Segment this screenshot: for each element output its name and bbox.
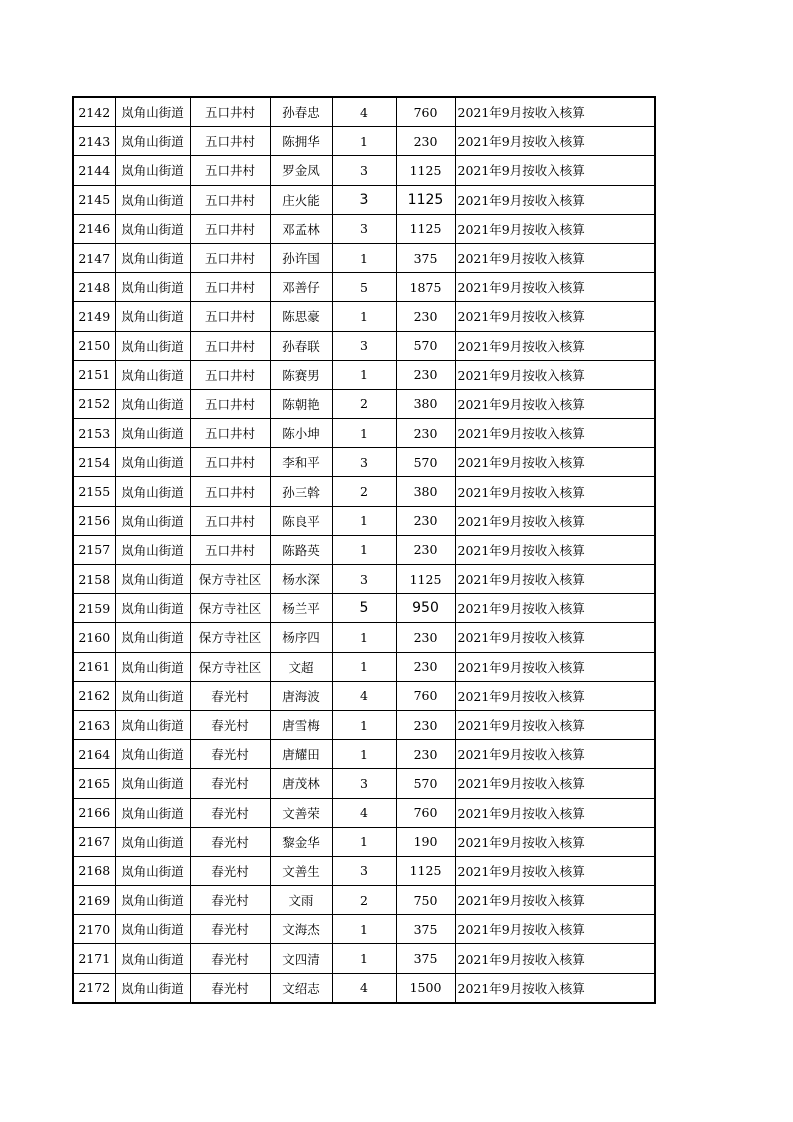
village-cell: 五口井村 [190, 331, 270, 360]
street-cell: 岚角山街道 [115, 506, 190, 535]
serial-number-cell: 2155 [73, 477, 115, 506]
street-cell: 岚角山街道 [115, 214, 190, 243]
table-row [73, 652, 655, 681]
person-name-cell: 孙春联 [270, 331, 332, 360]
village-cell: 春光村 [190, 856, 270, 885]
serial-number-cell: 2144 [73, 156, 115, 185]
household-count-cell: 2 [332, 886, 396, 915]
table-row [73, 389, 655, 418]
table-row [73, 448, 655, 477]
note-cell: 2021年9月按收入核算 [455, 681, 655, 710]
household-count-cell: 3 [332, 856, 396, 885]
table-body [73, 97, 655, 1003]
serial-number-cell: 2153 [73, 419, 115, 448]
village-cell: 保方寺社区 [190, 594, 270, 623]
street-cell: 岚角山街道 [115, 565, 190, 594]
note-cell: 2021年9月按收入核算 [455, 535, 655, 564]
person-name-cell: 陈良平 [270, 506, 332, 535]
street-cell: 岚角山街道 [115, 127, 190, 156]
amount-cell: 230 [396, 419, 455, 448]
table-row [73, 886, 655, 915]
table-row [73, 127, 655, 156]
serial-number-cell: 2164 [73, 740, 115, 769]
person-name-cell: 文绍志 [270, 973, 332, 1003]
note-cell: 2021年9月按收入核算 [455, 652, 655, 681]
street-cell: 岚角山街道 [115, 97, 190, 127]
person-name-cell: 陈赛男 [270, 360, 332, 389]
amount-cell: 570 [396, 769, 455, 798]
serial-number-cell: 2152 [73, 389, 115, 418]
person-name-cell: 文雨 [270, 886, 332, 915]
note-cell: 2021年9月按收入核算 [455, 273, 655, 302]
table-row [73, 331, 655, 360]
note-cell: 2021年9月按收入核算 [455, 214, 655, 243]
village-cell: 春光村 [190, 710, 270, 739]
household-count-cell: 3 [332, 214, 396, 243]
household-count-cell: 4 [332, 97, 396, 127]
table-row [73, 710, 655, 739]
person-name-cell: 文善荣 [270, 798, 332, 827]
note-cell: 2021年9月按收入核算 [455, 243, 655, 272]
person-name-cell: 陈路英 [270, 535, 332, 564]
street-cell: 岚角山街道 [115, 886, 190, 915]
household-count-cell: 1 [332, 652, 396, 681]
note-cell: 2021年9月按收入核算 [455, 856, 655, 885]
note-cell: 2021年9月按收入核算 [455, 477, 655, 506]
village-cell: 五口井村 [190, 127, 270, 156]
village-cell: 春光村 [190, 886, 270, 915]
serial-number-cell: 2157 [73, 535, 115, 564]
street-cell: 岚角山街道 [115, 594, 190, 623]
household-count-cell: 4 [332, 973, 396, 1003]
village-cell: 五口井村 [190, 97, 270, 127]
village-cell: 春光村 [190, 973, 270, 1003]
table-row [73, 477, 655, 506]
village-cell: 保方寺社区 [190, 652, 270, 681]
amount-cell: 1125 [396, 156, 455, 185]
note-cell: 2021年9月按收入核算 [455, 798, 655, 827]
amount-cell: 750 [396, 886, 455, 915]
person-name-cell: 文四清 [270, 944, 332, 973]
village-cell: 春光村 [190, 740, 270, 769]
village-cell: 五口井村 [190, 156, 270, 185]
person-name-cell: 文善生 [270, 856, 332, 885]
household-count-cell: 2 [332, 477, 396, 506]
serial-number-cell: 2160 [73, 623, 115, 652]
note-cell: 2021年9月按收入核算 [455, 97, 655, 127]
note-cell: 2021年9月按收入核算 [455, 185, 655, 214]
amount-cell: 1500 [396, 973, 455, 1003]
street-cell: 岚角山街道 [115, 360, 190, 389]
serial-number-cell: 2168 [73, 856, 115, 885]
village-cell: 春光村 [190, 827, 270, 856]
note-cell: 2021年9月按收入核算 [455, 886, 655, 915]
street-cell: 岚角山街道 [115, 243, 190, 272]
note-cell: 2021年9月按收入核算 [455, 710, 655, 739]
village-cell: 五口井村 [190, 243, 270, 272]
note-cell: 2021年9月按收入核算 [455, 565, 655, 594]
street-cell: 岚角山街道 [115, 273, 190, 302]
note-cell: 2021年9月按收入核算 [455, 302, 655, 331]
serial-number-cell: 2159 [73, 594, 115, 623]
street-cell: 岚角山街道 [115, 710, 190, 739]
household-count-cell: 2 [332, 389, 396, 418]
person-name-cell: 文超 [270, 652, 332, 681]
serial-number-cell: 2142 [73, 97, 115, 127]
village-cell: 五口井村 [190, 535, 270, 564]
table-row [73, 769, 655, 798]
serial-number-cell: 2167 [73, 827, 115, 856]
household-count-cell: 1 [332, 827, 396, 856]
street-cell: 岚角山街道 [115, 915, 190, 944]
household-count-cell: 5 [332, 594, 396, 623]
table-row [73, 944, 655, 973]
street-cell: 岚角山街道 [115, 681, 190, 710]
person-name-cell: 杨序四 [270, 623, 332, 652]
table-row [73, 535, 655, 564]
table-row [73, 185, 655, 214]
village-cell: 五口井村 [190, 389, 270, 418]
street-cell: 岚角山街道 [115, 156, 190, 185]
amount-cell: 230 [396, 302, 455, 331]
records-table [72, 96, 656, 1004]
household-count-cell: 3 [332, 185, 396, 214]
amount-cell: 230 [396, 710, 455, 739]
street-cell: 岚角山街道 [115, 389, 190, 418]
village-cell: 保方寺社区 [190, 565, 270, 594]
table-row [73, 214, 655, 243]
table-row [73, 156, 655, 185]
amount-cell: 1125 [396, 856, 455, 885]
person-name-cell: 庄火能 [270, 185, 332, 214]
household-count-cell: 3 [332, 565, 396, 594]
village-cell: 春光村 [190, 798, 270, 827]
serial-number-cell: 2162 [73, 681, 115, 710]
household-count-cell: 1 [332, 302, 396, 331]
table-row [73, 565, 655, 594]
household-count-cell: 1 [332, 506, 396, 535]
note-cell: 2021年9月按收入核算 [455, 973, 655, 1003]
amount-cell: 375 [396, 944, 455, 973]
note-cell: 2021年9月按收入核算 [455, 827, 655, 856]
household-count-cell: 1 [332, 740, 396, 769]
amount-cell: 570 [396, 331, 455, 360]
person-name-cell: 罗金凤 [270, 156, 332, 185]
table-row [73, 798, 655, 827]
amount-cell: 570 [396, 448, 455, 477]
household-count-cell: 1 [332, 419, 396, 448]
street-cell: 岚角山街道 [115, 740, 190, 769]
amount-cell: 230 [396, 623, 455, 652]
household-count-cell: 1 [332, 915, 396, 944]
household-count-cell: 1 [332, 623, 396, 652]
note-cell: 2021年9月按收入核算 [455, 389, 655, 418]
village-cell: 五口井村 [190, 448, 270, 477]
village-cell: 保方寺社区 [190, 623, 270, 652]
note-cell: 2021年9月按收入核算 [455, 156, 655, 185]
serial-number-cell: 2163 [73, 710, 115, 739]
amount-cell: 380 [396, 389, 455, 418]
village-cell: 五口井村 [190, 214, 270, 243]
note-cell: 2021年9月按收入核算 [455, 419, 655, 448]
serial-number-cell: 2146 [73, 214, 115, 243]
household-count-cell: 3 [332, 448, 396, 477]
person-name-cell: 杨兰平 [270, 594, 332, 623]
village-cell: 五口井村 [190, 477, 270, 506]
household-count-cell: 3 [332, 156, 396, 185]
serial-number-cell: 2170 [73, 915, 115, 944]
person-name-cell: 邓孟林 [270, 214, 332, 243]
serial-number-cell: 2154 [73, 448, 115, 477]
amount-cell: 1125 [396, 185, 455, 214]
serial-number-cell: 2165 [73, 769, 115, 798]
household-count-cell: 3 [332, 331, 396, 360]
person-name-cell: 孙三斡 [270, 477, 332, 506]
village-cell: 五口井村 [190, 302, 270, 331]
serial-number-cell: 2147 [73, 243, 115, 272]
amount-cell: 230 [396, 535, 455, 564]
serial-number-cell: 2172 [73, 973, 115, 1003]
household-count-cell: 4 [332, 798, 396, 827]
serial-number-cell: 2143 [73, 127, 115, 156]
person-name-cell: 唐茂林 [270, 769, 332, 798]
household-count-cell: 3 [332, 769, 396, 798]
street-cell: 岚角山街道 [115, 798, 190, 827]
household-count-cell: 1 [332, 360, 396, 389]
amount-cell: 380 [396, 477, 455, 506]
amount-cell: 1875 [396, 273, 455, 302]
street-cell: 岚角山街道 [115, 331, 190, 360]
note-cell: 2021年9月按收入核算 [455, 594, 655, 623]
village-cell: 五口井村 [190, 506, 270, 535]
table-row [73, 594, 655, 623]
street-cell: 岚角山街道 [115, 827, 190, 856]
person-name-cell: 陈小坤 [270, 419, 332, 448]
household-count-cell: 1 [332, 535, 396, 564]
person-name-cell: 陈思豪 [270, 302, 332, 331]
village-cell: 春光村 [190, 915, 270, 944]
table-row [73, 915, 655, 944]
village-cell: 五口井村 [190, 360, 270, 389]
amount-cell: 950 [396, 594, 455, 623]
street-cell: 岚角山街道 [115, 448, 190, 477]
note-cell: 2021年9月按收入核算 [455, 915, 655, 944]
street-cell: 岚角山街道 [115, 652, 190, 681]
village-cell: 春光村 [190, 681, 270, 710]
person-name-cell: 邓善仔 [270, 273, 332, 302]
person-name-cell: 李和平 [270, 448, 332, 477]
note-cell: 2021年9月按收入核算 [455, 331, 655, 360]
person-name-cell: 陈朝艳 [270, 389, 332, 418]
note-cell: 2021年9月按收入核算 [455, 740, 655, 769]
note-cell: 2021年9月按收入核算 [455, 360, 655, 389]
street-cell: 岚角山街道 [115, 944, 190, 973]
street-cell: 岚角山街道 [115, 419, 190, 448]
amount-cell: 760 [396, 681, 455, 710]
street-cell: 岚角山街道 [115, 623, 190, 652]
serial-number-cell: 2145 [73, 185, 115, 214]
amount-cell: 230 [396, 127, 455, 156]
village-cell: 春光村 [190, 769, 270, 798]
serial-number-cell: 2161 [73, 652, 115, 681]
table-row [73, 506, 655, 535]
street-cell: 岚角山街道 [115, 535, 190, 564]
street-cell: 岚角山街道 [115, 477, 190, 506]
street-cell: 岚角山街道 [115, 856, 190, 885]
serial-number-cell: 2166 [73, 798, 115, 827]
amount-cell: 230 [396, 740, 455, 769]
note-cell: 2021年9月按收入核算 [455, 506, 655, 535]
amount-cell: 1125 [396, 565, 455, 594]
street-cell: 岚角山街道 [115, 769, 190, 798]
household-count-cell: 4 [332, 681, 396, 710]
amount-cell: 760 [396, 798, 455, 827]
person-name-cell: 唐雪梅 [270, 710, 332, 739]
person-name-cell: 黎金华 [270, 827, 332, 856]
household-count-cell: 1 [332, 127, 396, 156]
amount-cell: 1125 [396, 214, 455, 243]
person-name-cell: 唐耀田 [270, 740, 332, 769]
amount-cell: 760 [396, 97, 455, 127]
person-name-cell: 孙春忠 [270, 97, 332, 127]
table-row [73, 973, 655, 1003]
table-row [73, 273, 655, 302]
person-name-cell: 杨水深 [270, 565, 332, 594]
street-cell: 岚角山街道 [115, 973, 190, 1003]
amount-cell: 190 [396, 827, 455, 856]
note-cell: 2021年9月按收入核算 [455, 448, 655, 477]
amount-cell: 375 [396, 915, 455, 944]
note-cell: 2021年9月按收入核算 [455, 127, 655, 156]
table-row [73, 302, 655, 331]
household-count-cell: 1 [332, 944, 396, 973]
village-cell: 五口井村 [190, 185, 270, 214]
person-name-cell: 唐海波 [270, 681, 332, 710]
table-row [73, 827, 655, 856]
serial-number-cell: 2149 [73, 302, 115, 331]
serial-number-cell: 2151 [73, 360, 115, 389]
household-count-cell: 5 [332, 273, 396, 302]
person-name-cell: 孙许国 [270, 243, 332, 272]
amount-cell: 230 [396, 506, 455, 535]
street-cell: 岚角山街道 [115, 302, 190, 331]
note-cell: 2021年9月按收入核算 [455, 623, 655, 652]
table-row [73, 740, 655, 769]
serial-number-cell: 2156 [73, 506, 115, 535]
table-row [73, 97, 655, 127]
table-row [73, 856, 655, 885]
amount-cell: 230 [396, 652, 455, 681]
table-row [73, 243, 655, 272]
village-cell: 五口井村 [190, 419, 270, 448]
village-cell: 五口井村 [190, 273, 270, 302]
household-count-cell: 1 [332, 243, 396, 272]
person-name-cell: 陈拥华 [270, 127, 332, 156]
table-row [73, 419, 655, 448]
person-name-cell: 文海杰 [270, 915, 332, 944]
serial-number-cell: 2169 [73, 886, 115, 915]
table-row [73, 681, 655, 710]
household-count-cell: 1 [332, 710, 396, 739]
serial-number-cell: 2171 [73, 944, 115, 973]
note-cell: 2021年9月按收入核算 [455, 769, 655, 798]
amount-cell: 230 [396, 360, 455, 389]
village-cell: 春光村 [190, 944, 270, 973]
street-cell: 岚角山街道 [115, 185, 190, 214]
note-cell: 2021年9月按收入核算 [455, 944, 655, 973]
table-row [73, 360, 655, 389]
table-row [73, 623, 655, 652]
serial-number-cell: 2148 [73, 273, 115, 302]
amount-cell: 375 [396, 243, 455, 272]
serial-number-cell: 2158 [73, 565, 115, 594]
serial-number-cell: 2150 [73, 331, 115, 360]
